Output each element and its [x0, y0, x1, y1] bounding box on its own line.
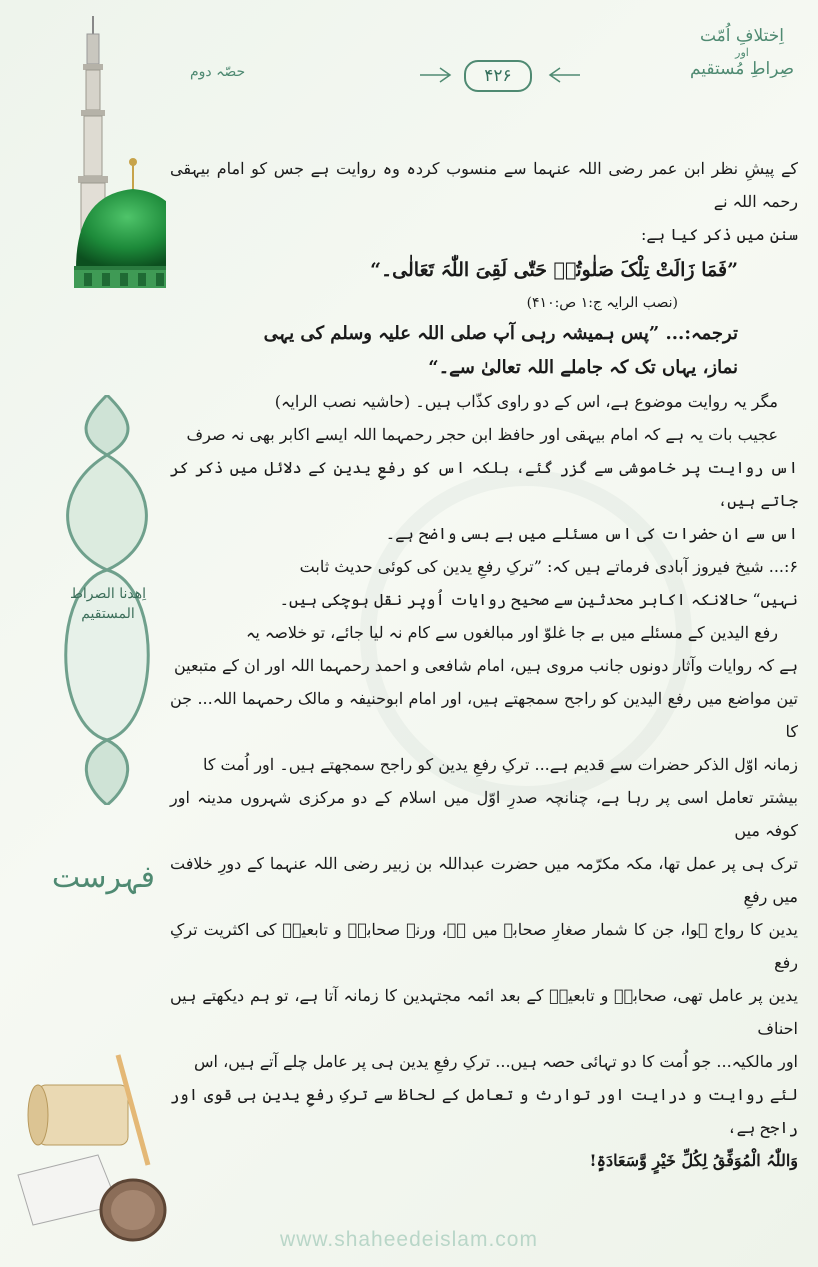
text-line: زمانہ اوّل الذکر حضرات سے قدیم ہے... ترکِ رفعِ یدین کو راجح سمجھتے ہیں۔ اور اُمت کا [202, 755, 798, 774]
text-line: لئے روایت و درایت اور توارث و تعامل کے لحاظ سے ترکِ رفعِ یدین ہی قوی اور راجح ہے، [170, 1085, 798, 1137]
minaret-dome-illustration [36, 14, 166, 294]
page-number: ۴۲۶ [464, 60, 532, 92]
emblem-text: اِھدنا الصراط المستقیم [69, 586, 147, 622]
text-line: یدین کا رواج ہوا، جن کا شمار صغارِ صحابہ میں ہے، ورنہ صحابہؓ و تابعینؒ کی اکثریت ترکِ رفع [170, 920, 798, 972]
page-header [170, 18, 810, 128]
text-line: اس سے ان حضرات کی اس مسئلے میں بے بسی واضح ہے۔ [385, 524, 798, 543]
text-line: نہیں“ حالانکہ اکابر محدثین سے صحیح روایات اُوپر نقل ہوچکی ہیں۔ [279, 590, 798, 609]
book-title-line2: اور [735, 46, 749, 59]
text-line: ترک ہی پر عمل تھا، مکہ مکرّمہ میں حضرت عبداللہ بن زبیر رضی اللہ عنہما کے دورِ خلافت میں رفعِ [170, 854, 798, 906]
text-line: کے پیشِ نظر ابن عمر رضی اللہ عنہما سے منسوب کردہ وہ روایت ہے جس کو امام بیہقی رحمہ اللہ نے [170, 159, 799, 211]
text-line: اس روایت پر خاموشی سے گزر گئے، بلکہ اس کو رفعِ یدین کے دلائل میں ذکر کر جاتے ہیں، [170, 458, 798, 510]
text-line: تین مواضع میں رفع الیدین کو راجح سمجھتے ہیں، اور امام ابوحنیفہ و مالک رحمہما اللہ... جن کا [170, 689, 798, 741]
website-url[interactable]: www.shaheedeislam.com [280, 1228, 538, 1251]
reference: (نصب الرایہ ج:۱ ص:۴۱۰) [526, 295, 678, 311]
translation-line: نماز، یہاں تک کہ جاملے اللہ تعالیٰ سے۔“ [428, 357, 738, 378]
text-line: اور مالکیہ... جو اُمت کا دو تہائی حصہ ہیں... ترکِ رفعِ یدین ہی پر عامل چلے آتے ہیں، اس [194, 1052, 798, 1071]
left-decoration-column [0, 0, 175, 1267]
book-title [682, 26, 802, 79]
text-line: ۶:... شیخ فیروز آبادی فرماتے ہیں کہ: ”ترکِ رفعِ یدین کی کوئی حدیث ثابت [299, 557, 798, 576]
page-number-frame [420, 60, 580, 90]
book-title-line1: اِختلافِ اُمّت [699, 26, 785, 46]
index-link[interactable]: فہرست [51, 860, 155, 895]
book-title-line3: صِراطِ مُستقیم [689, 59, 795, 79]
text-line: سنن میں ذکر کیا ہے: [641, 225, 798, 244]
main-text [170, 152, 798, 1177]
closing-dua: وَاللّٰہُ الْمُوَفِّقُ لِکُلِّ خَیْرٍ وَّسَعَادَۃٍ! [589, 1151, 798, 1170]
text-line: عجیب بات یہ ہے کہ امام بیہقی اور حافظ ابن حجر رحمہما اللہ ایسے اکابر بھی نہ صرف [186, 425, 778, 444]
translation-line: ترجمہ:... ”پس ہمیشہ رہی آپ صلی اللہ علیہ وسلم کی یہی [263, 323, 738, 344]
arabic-quote: ”فَمَا زَالَتْ تِلْکَ صَلٰوتُہٗ حَتّٰی لَقِیَ اللّٰہَ تَعَالٰی۔“ [370, 259, 738, 281]
section-label: حصّہ دوم [190, 64, 246, 80]
text-line: رفع الیدین کے مسئلے میں بے جا غلوّ اور مبالغوں سے کام نہ لیا جائے، تو خلاصہ یہ [245, 623, 778, 642]
text-line: بیشتر تعامل اسی پر رہا ہے، چنانچہ صدرِ اوّل میں اسلام کے دو مرکزی شہروں مدینہ اور کوفہ میں [170, 788, 798, 840]
text-line: ہے کہ روایات وآثار دونوں جانب مروی ہیں، امام شافعی و احمد رحمہما اللہ اور ان کے متبعین [173, 656, 798, 675]
text-line: مگر یہ روایت موضوع ہے، اس کے دو راوی کذّاب ہیں۔ (حاشیہ نصب الرایہ) [274, 392, 778, 411]
text-line: یدین پر عامل تھی، صحابہؓ و تابعینؒ کے بعد ائمہ مجتہدین کا زمانہ آتا ہے، تو ہم دیکھتے ہیں احناف [170, 986, 798, 1038]
scroll-quill-illustration [8, 1045, 173, 1245]
